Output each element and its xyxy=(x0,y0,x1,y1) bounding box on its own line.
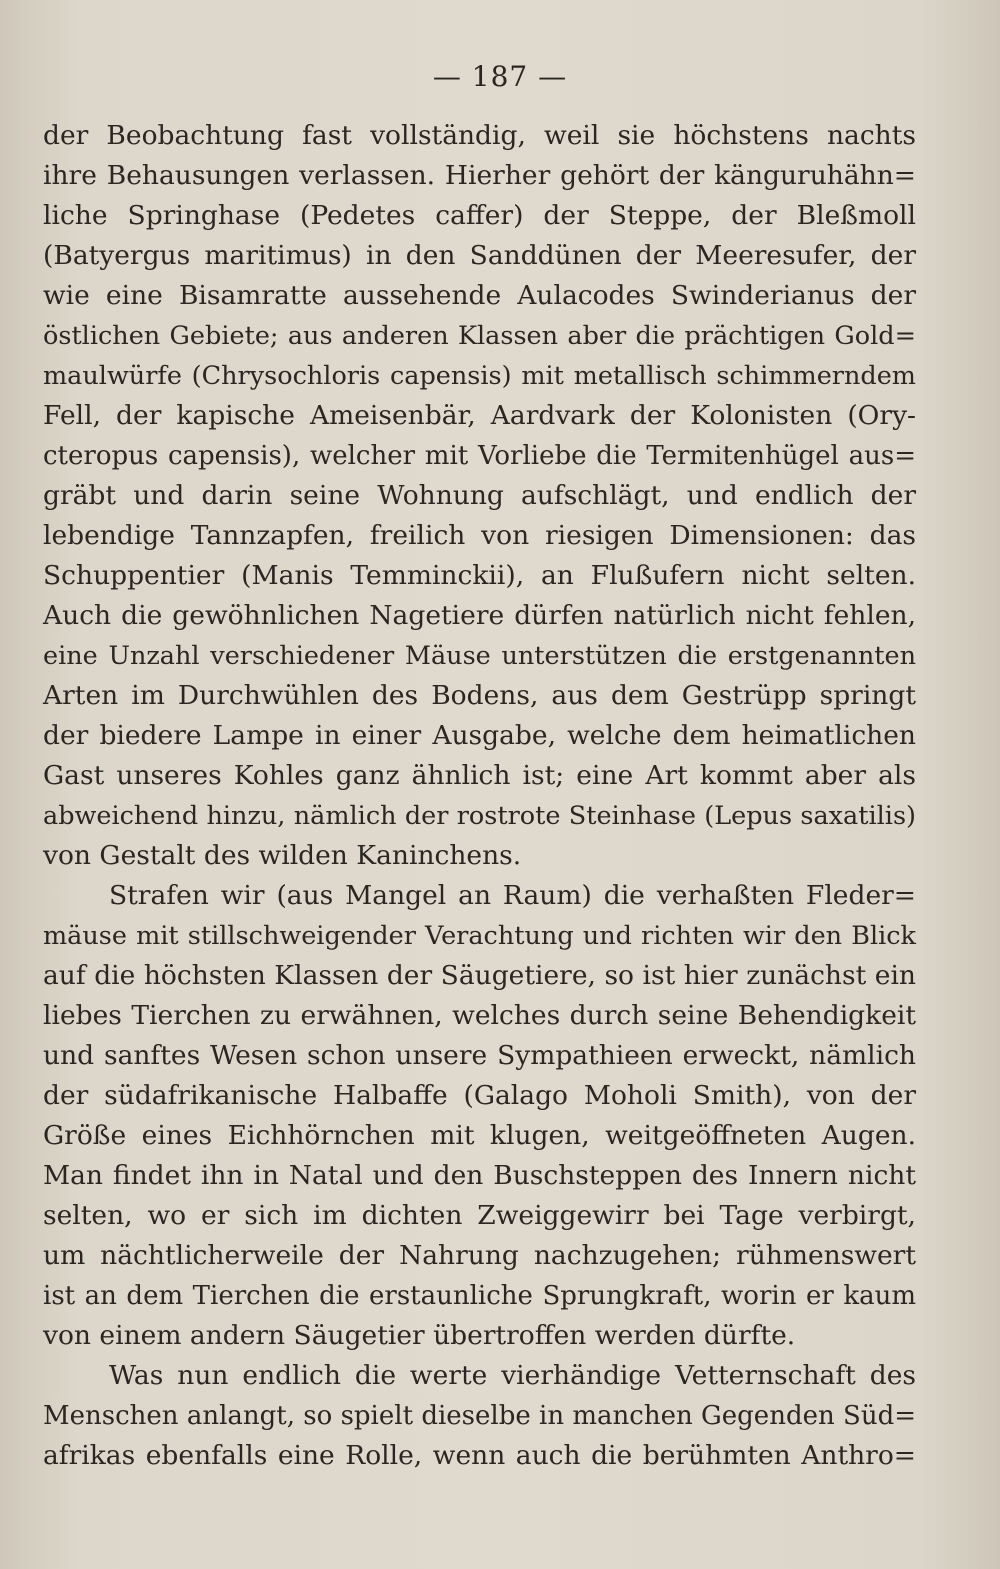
text-line: liebes Tierchen zu erwähnen, welches durch seine Behendigkeit xyxy=(43,1000,916,1031)
text-line: afrikas ebenfalls eine Rolle, wenn auch die berühmten Anthro= xyxy=(43,1440,916,1471)
text-line: (Batyergus maritimus) in den Sanddünen der Meeresufer, der xyxy=(43,240,916,271)
text-line: Man findet ihn in Natal und den Buschsteppen des Innern nicht xyxy=(43,1160,916,1191)
text-line: Strafen wir (aus Mangel an Raum) die verhaßten Fleder= xyxy=(109,880,916,911)
text-line: selten, wo er sich im dichten Zweiggewirr bei Tage verbirgt, xyxy=(43,1200,916,1231)
page-number: — 187 — xyxy=(432,60,568,93)
text-line: ihre Behausungen verlassen. Hierher gehört der känguruhähn= xyxy=(43,160,916,191)
text-line: ist an dem Tierchen die erstaunliche Sprungkraft, worin er kaum xyxy=(43,1281,916,1311)
text-line: von einem andern Säugetier übertroffen werden dürfte. xyxy=(43,1320,796,1351)
text-line: Größe eines Eichhörnchen mit klugen, weitgeöffneten Augen. xyxy=(43,1120,916,1151)
text-line: der biedere Lampe in einer Ausgabe, welche dem heimatlichen xyxy=(43,720,916,751)
text-line: lebendige Tannzapfen, freilich von riesigen Dimensionen: das xyxy=(43,520,916,551)
text-line: der Beobachtung fast vollständig, weil sie höchstens nachts xyxy=(43,120,916,151)
text-line: auf die höchsten Klassen der Säugetiere, so ist hier zunächst ein xyxy=(43,960,916,991)
text-line: wie eine Bisamratte aussehende Aulacodes Swinderianus der xyxy=(43,280,916,311)
text-line: Was nun endlich die werte vierhändige Vetternschaft des xyxy=(109,1360,916,1391)
text-line: abweichend hinzu, nämlich der rostrote Steinhase (Lepus saxatilis) xyxy=(43,801,916,831)
text-line: mäuse mit stillschweigender Verachtung und richten wir den Blick xyxy=(43,921,916,951)
text-line: von Gestalt des wilden Kaninchens. xyxy=(43,840,522,871)
text-line: liche Springhase (Pedetes caffer) der Steppe, der Bleßmoll xyxy=(43,200,916,231)
text-line: Auch die gewöhnlichen Nagetiere dürfen natürlich nicht fehlen, xyxy=(43,600,916,631)
text-line: cteropus capensis), welcher mit Vorliebe die Termitenhügel aus= xyxy=(43,441,916,471)
text-line: um nächtlicherweile der Nahrung nachzugehen; rühmenswert xyxy=(43,1240,916,1271)
text-line: östlichen Gebiete; aus anderen Klassen aber die prächtigen Gold= xyxy=(43,321,916,351)
text-line: und sanftes Wesen schon unsere Sympathieen erweckt, nämlich xyxy=(43,1040,916,1071)
text-line: der südafrikanische Halbaffe (Galago Moholi Smith), von der xyxy=(43,1080,916,1111)
text-line: eine Unzahl verschiedener Mäuse unterstützen die erstgenannten xyxy=(43,641,916,671)
text-line: Gast unseres Kohles ganz ähnlich ist; eine Art kommt aber als xyxy=(43,760,916,791)
text-line: Menschen anlangt, so spielt dieselbe in manchen Gegenden Süd= xyxy=(43,1401,916,1431)
text-line: maulwürfe (Chrysochloris capensis) mit metallisch schimmerndem xyxy=(43,361,916,391)
text-line: Arten im Durchwühlen des Bodens, aus dem Gestrüpp springt xyxy=(43,680,916,711)
text-line: Fell, der kapische Ameisenbär, Aardvark der Kolonisten (Ory- xyxy=(43,400,916,431)
text-line: gräbt und darin seine Wohnung aufschlägt, und endlich der xyxy=(43,480,916,511)
body-text xyxy=(43,116,916,1476)
text-line: Schuppentier (Manis Temminckii), an Flußufern nicht selten. xyxy=(43,560,916,591)
